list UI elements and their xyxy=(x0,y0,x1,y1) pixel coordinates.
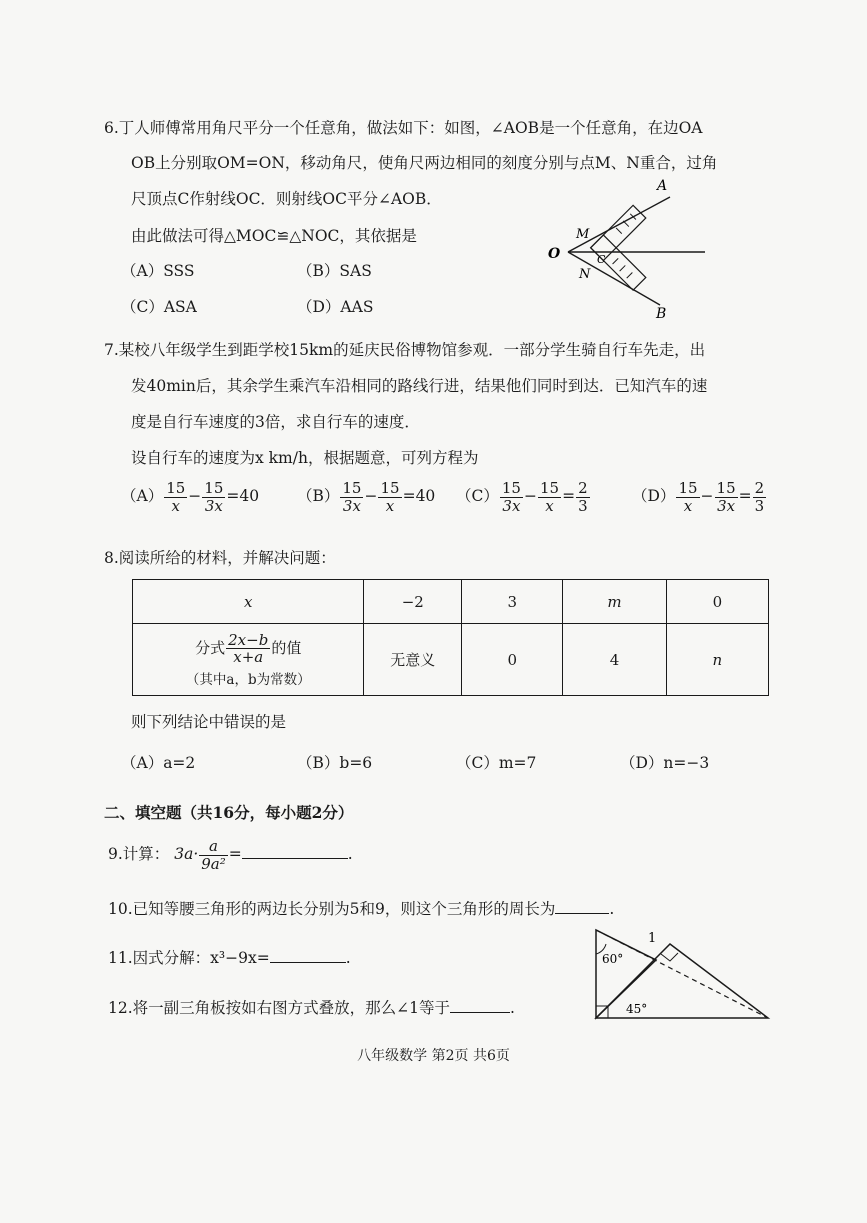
q9-answer-blank[interactable] xyxy=(242,858,348,859)
q8-fraction: $\frac{2x-b}{x+a}$ xyxy=(228,630,269,666)
fig6-label-c: C xyxy=(597,253,606,266)
triangle-set-figure xyxy=(590,926,775,1022)
q7-option-b: （B） $\frac{15}{3x}$ − $\frac{15}{x}$ =40 xyxy=(297,479,436,515)
table-cell: 0 xyxy=(462,624,563,696)
q8-option-a: （A）a=2 xyxy=(121,754,196,772)
q9-label: 9.计算： xyxy=(108,845,170,863)
q7-c-frac-3: $\frac{2}{3}$ xyxy=(578,479,588,515)
q7-a-frac-2: $\frac{15}{3x}$ xyxy=(204,479,224,515)
q8-title: 8.阅读所给的材料，并解决问题： xyxy=(104,549,336,567)
q12-answer-blank[interactable] xyxy=(450,1012,510,1013)
q7-option-a: （A） $\frac{15}{x}$ − $\frac{15}{3x}$ =40 xyxy=(121,479,260,515)
angle-bisector-figure xyxy=(540,172,720,322)
q7-option-c-label: （C） xyxy=(456,487,499,505)
q6-option-c: （C）ASA xyxy=(121,298,197,316)
fig6-label-n: N xyxy=(579,267,591,282)
table-cell: 4 xyxy=(563,624,666,696)
q6-option-a: （A）SSS xyxy=(121,262,195,280)
table-cell: 0 xyxy=(666,580,768,624)
q7-d-frac-2: $\frac{15}{3x}$ xyxy=(716,479,736,515)
q7-c-frac-1: $\frac{15}{3x}$ xyxy=(501,479,521,515)
q8-option-b: （B）b=6 xyxy=(297,754,373,772)
table-cell: −2 xyxy=(364,580,462,624)
q9-fraction: $\frac{a}{\text{9a²}}$ xyxy=(201,837,226,873)
fig6-label-m: M xyxy=(576,227,590,242)
q7-c-frac-2: $\frac{15}{x}$ xyxy=(539,479,560,515)
fig6-label-o: O xyxy=(548,246,561,262)
q11-answer-blank[interactable] xyxy=(270,962,346,963)
q7-option-c: （C） $\frac{15}{3x}$ − $\frac{15}{x}$ = $\frac{2}{3}$ xyxy=(456,479,588,515)
q12: 12.将一副三角板按如右图方式叠放，那么∠1等于 . xyxy=(108,999,515,1017)
q7-line-4: 设自行车的速度为x km/h，根据题意，可列方程为 xyxy=(131,449,479,467)
q8-option-d: （D）n=−3 xyxy=(620,754,710,772)
q7-line-1: 7.某校八年级学生到距学校15km的延庆民俗博物馆参观．一部分学生骑自行车先走，出 xyxy=(104,341,706,359)
q6-line-3: 尺顶点C作射线OC．则射线OC平分∠AOB． xyxy=(131,190,442,208)
fraction-note: （其中a，b为常数） xyxy=(185,671,311,688)
fig6-label-b: B xyxy=(656,306,667,322)
q6-line-4: 由此做法可得△MOC≌△NOC，其依据是 xyxy=(131,227,417,245)
q7-line-2: 发40min后，其余学生乘汽车沿相同的路线行进，结果他们同时到达．已知汽车的速 xyxy=(131,377,708,395)
q8-table xyxy=(132,579,769,696)
q6-line-1: 6.丁人师傅常用角尺平分一个任意角，做法如下：如图，∠AOB是一个任意角，在边OA xyxy=(104,119,703,137)
q7-d-frac-1: $\frac{15}{x}$ xyxy=(678,479,698,515)
fraction-label-post: 的值 xyxy=(271,638,302,657)
q7-option-d-label: （D） xyxy=(632,487,676,505)
q10-text: 10.已知等腰三角形的两边长分别为5和9，则这个三角形的周长为 xyxy=(108,900,556,918)
q6-option-d: （D）AAS xyxy=(297,298,374,316)
section-2-heading: 二、填空题（共16分，每小题2分） xyxy=(104,803,354,822)
q10-answer-blank[interactable] xyxy=(555,913,609,914)
q7-option-d: （D） $\frac{15}{x}$ − $\frac{15}{3x}$ = $\frac{2}{3}$ xyxy=(632,479,765,515)
q7-b-frac-2: $\frac{15}{x}$ xyxy=(380,479,400,515)
q10: 10.已知等腰三角形的两边长分别为5和9，则这个三角形的周长为 . xyxy=(108,900,615,918)
q11: 11.因式分解：x³−9x= . xyxy=(108,949,351,967)
q7-d-frac-3: $\frac{2}{3}$ xyxy=(754,479,765,515)
fig12-angle-60: 60° xyxy=(602,952,624,966)
q7-option-a-label: （A） xyxy=(121,487,164,505)
fraction-label-pre: 分式 xyxy=(195,638,226,657)
table-row xyxy=(133,580,769,624)
table-cell: n xyxy=(666,624,768,696)
table-row xyxy=(133,624,769,696)
q7-line-3: 度是自行车速度的3倍，求自行车的速度． xyxy=(131,413,420,431)
q7-a-frac-1: $\frac{15}{x}$ xyxy=(166,479,186,515)
q6-option-b: （B）SAS xyxy=(297,262,372,280)
q11-text: 11.因式分解：x³−9x= xyxy=(108,949,270,967)
table-cell: m xyxy=(563,580,666,624)
q8-option-c: （C）m=7 xyxy=(456,754,537,772)
q8-question: 则下列结论中错误的是 xyxy=(131,713,287,731)
fig12-angle-1: 1 xyxy=(648,931,657,946)
fig6-label-a: A xyxy=(657,178,668,194)
q12-text: 12.将一副三角板按如右图方式叠放，那么∠1等于 xyxy=(108,999,451,1017)
page-footer: 八年级数学 第2页 共6页 xyxy=(357,1048,510,1064)
q7-b-frac-1: $\frac{15}{3x}$ xyxy=(342,479,362,515)
q9: 9.计算： 3a· $\frac{a}{\text{9a²}}$ = . xyxy=(108,837,353,873)
q6-line-2: OB上分别取OM=ON，移动角尺，使角尺两边相同的刻度分别与点M、N重合，过角 xyxy=(131,154,718,172)
q7-option-b-label: （B） xyxy=(297,487,340,505)
table-cell-expression xyxy=(133,624,364,696)
table-cell: 无意义 xyxy=(364,624,462,696)
fig12-angle-45: 45° xyxy=(626,1002,648,1016)
table-cell: 3 xyxy=(462,580,563,624)
table-cell: x xyxy=(133,580,364,624)
q9-expr: 3a· xyxy=(174,845,199,863)
